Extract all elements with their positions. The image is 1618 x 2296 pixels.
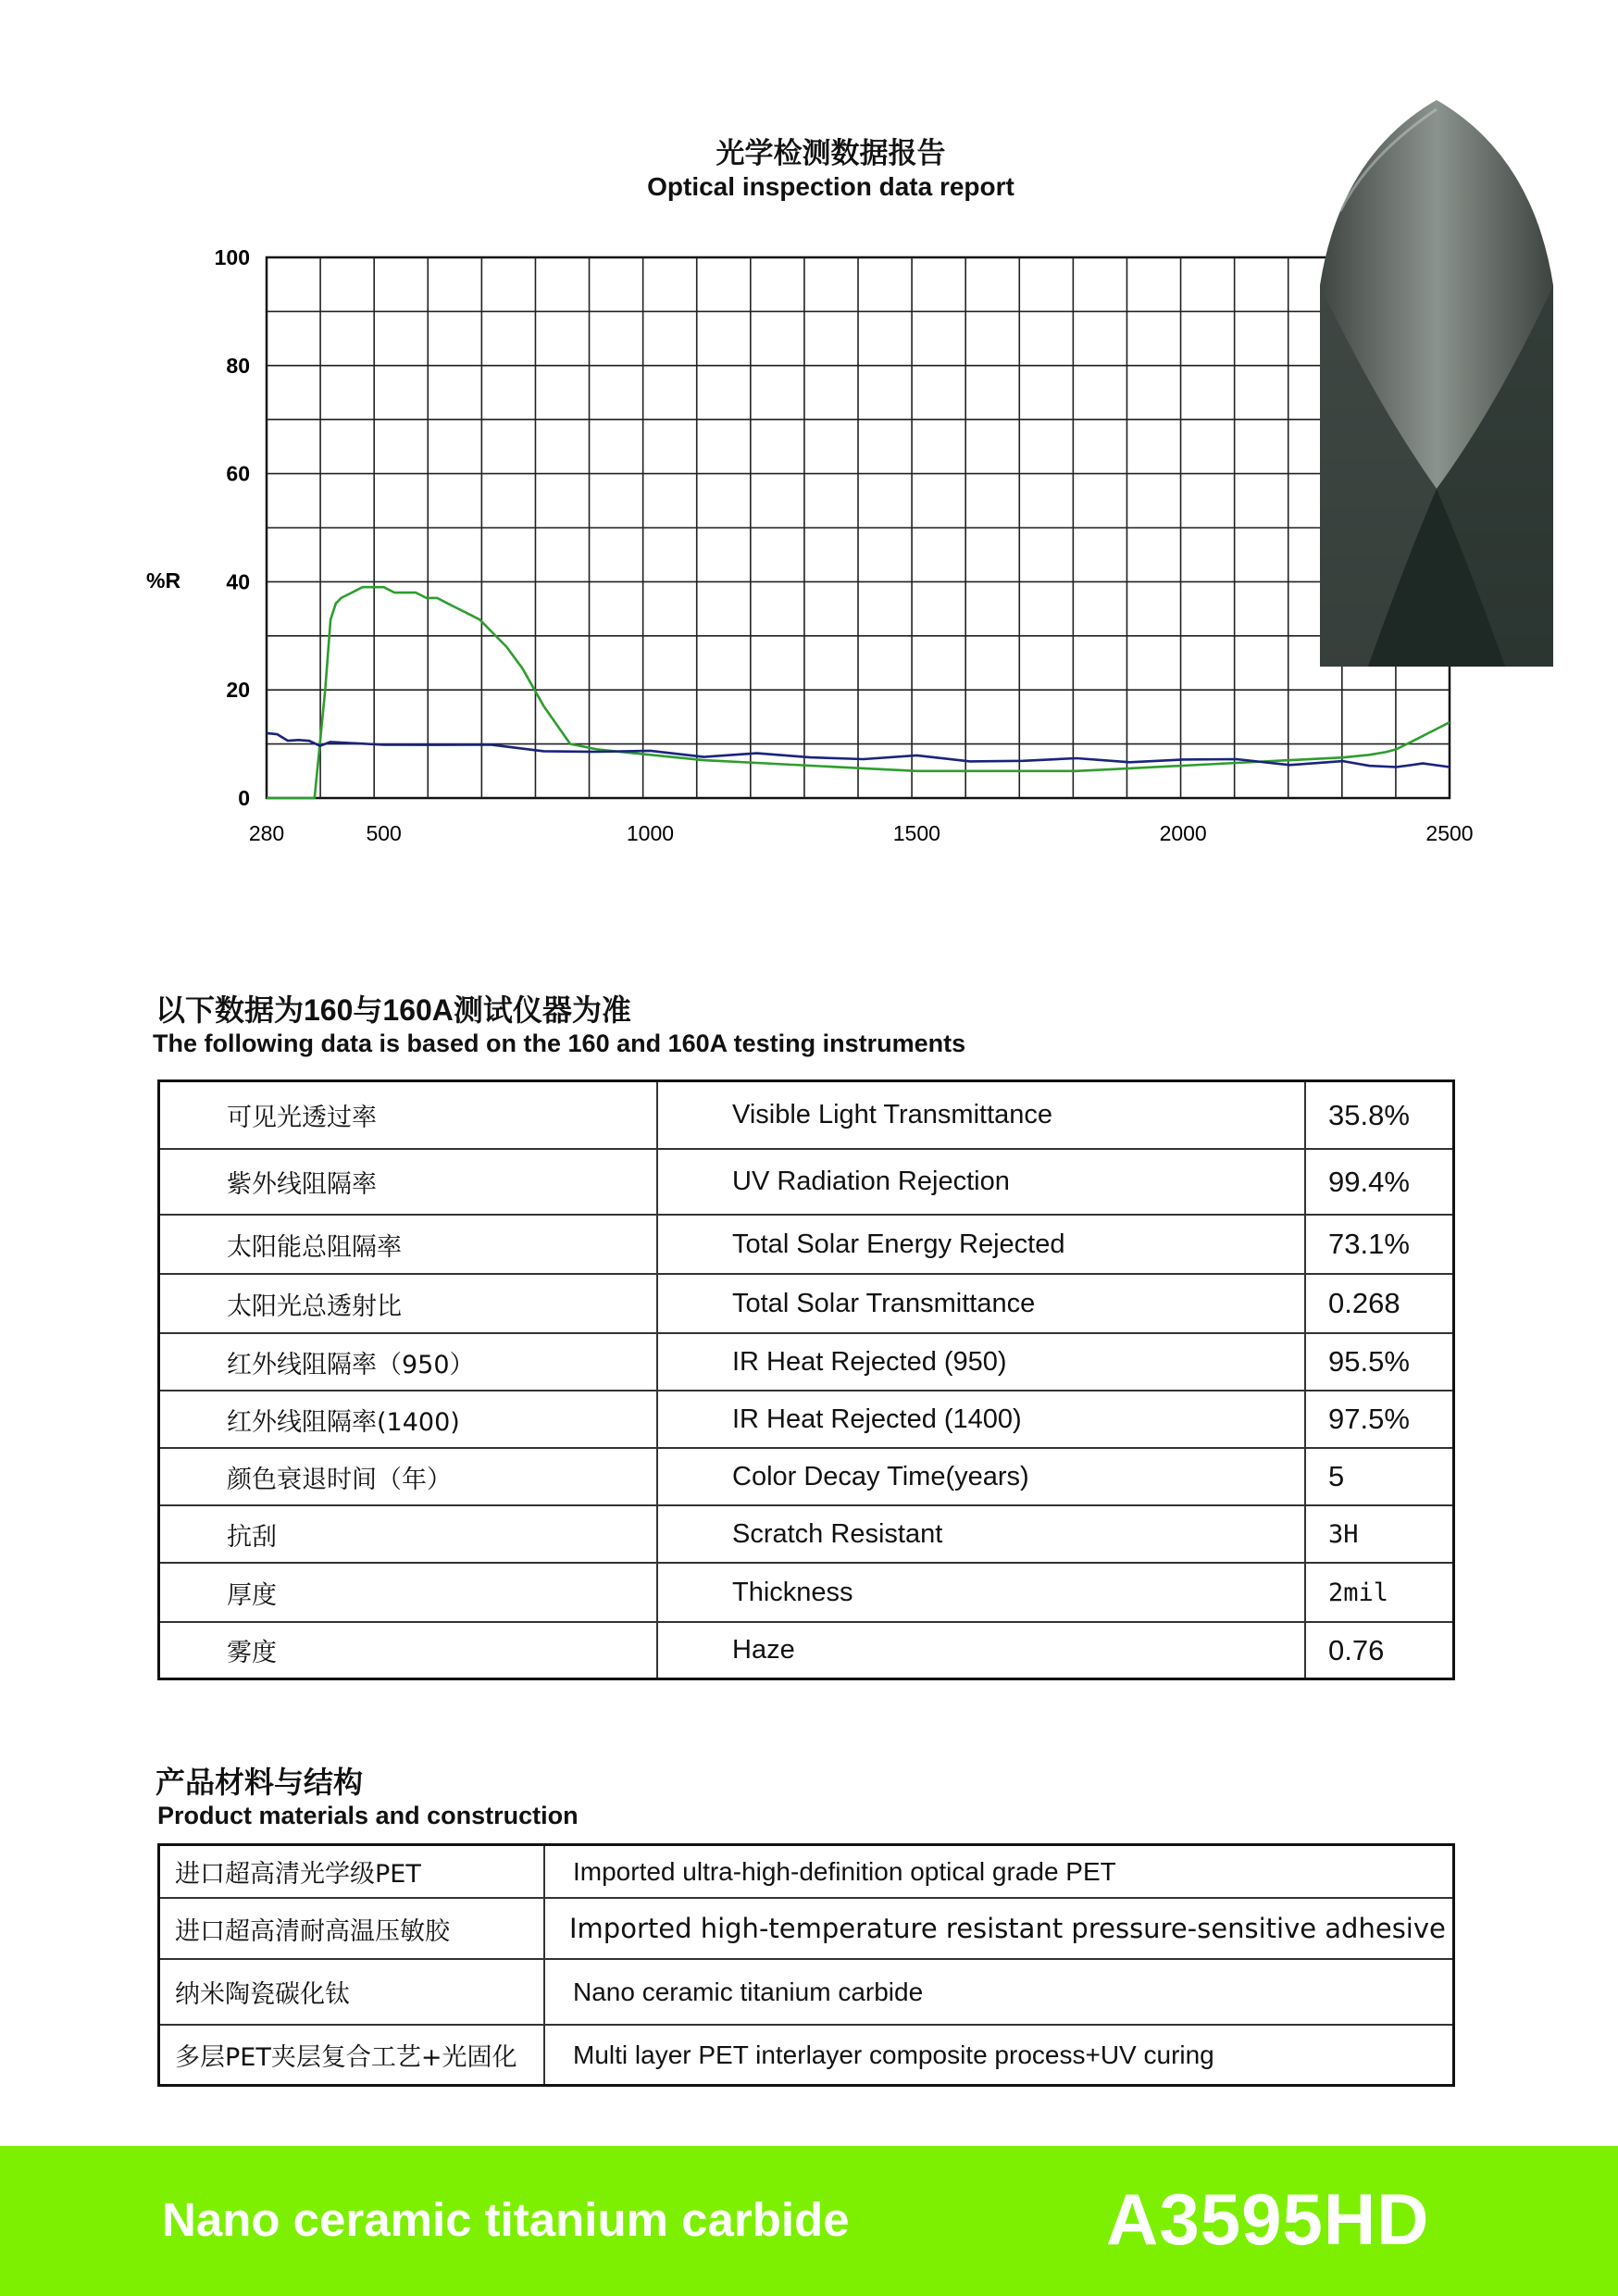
row-label-cn: 雾度: [160, 1623, 658, 1678]
row-label-cn: 太阳能总阻隔率: [160, 1216, 658, 1273]
row-label-cn: 红外线阻隔率（950）: [160, 1334, 658, 1390]
row-value: 0.76: [1328, 1633, 1385, 1666]
table-row: [160, 1506, 1452, 1564]
material-en: Multi layer PET interlayer composite process+UV curing: [573, 2040, 1214, 2069]
row-label-en: Total Solar Energy Rejected: [658, 1216, 1306, 1273]
chart-title-en: Optical inspection data report: [647, 172, 1014, 201]
table-row: [160, 2026, 1452, 2084]
material-cn: 多层PET夹层复合工艺+光固化: [160, 2026, 545, 2084]
materials-heading-cn: 产品材料与结构: [156, 1766, 364, 1799]
table-row: [160, 1960, 1452, 2026]
material-cn: 进口超高清耐高温压敏胶: [160, 1899, 545, 1958]
table-row: [160, 1564, 1452, 1623]
material-cn: 纳米陶瓷碳化钛: [160, 1960, 545, 2024]
row-value: 73.1%: [1328, 1228, 1410, 1260]
spec-table: [157, 1079, 1455, 1680]
x-tick-label: 280: [248, 821, 285, 845]
row-value: 2mil: [1328, 1578, 1389, 1607]
table-row: [160, 1275, 1452, 1334]
row-label-en: IR Heat Rejected (1400): [658, 1391, 1306, 1447]
row-value: 97.5%: [1328, 1403, 1410, 1435]
material-en: Imported high-temperature resistant pressure-sensitive adhesive: [569, 1913, 1446, 1944]
material-en: Imported ultra-high-definition optical grade PET: [573, 1856, 1116, 1886]
y-tick-label: 20: [226, 678, 250, 703]
row-value: 35.8%: [1328, 1098, 1410, 1131]
row-label-en: Visible Light Transmittance: [658, 1082, 1306, 1148]
row-label-cn: 红外线阻隔率(1400): [160, 1391, 658, 1447]
row-label-cn: 紫外线阻隔率: [160, 1150, 658, 1214]
table-row: [160, 1150, 1452, 1216]
banner-product-name: Nano ceramic titanium carbide: [162, 2193, 850, 2246]
banner-model-number: A3595HD: [1106, 2178, 1430, 2260]
table-row: [160, 1449, 1452, 1506]
row-value: 0.268: [1328, 1287, 1400, 1319]
table-row: [160, 1899, 1452, 1960]
x-tick-label: 2500: [1425, 821, 1474, 845]
row-label-en: UV Radiation Rejection: [658, 1150, 1306, 1214]
row-label-en: Color Decay Time(years): [658, 1449, 1306, 1504]
material-en: Nano ceramic titanium carbide: [573, 1977, 924, 2006]
film-sample-image: [1313, 100, 1561, 667]
table-row: [160, 1391, 1452, 1449]
table-row: [160, 1082, 1452, 1150]
x-tick-label: 1500: [892, 821, 940, 845]
y-axis-label: %R: [146, 568, 181, 593]
x-tick-label: 2000: [1159, 821, 1207, 845]
table-row: [160, 1846, 1452, 1899]
materials-heading-en: Product materials and construction: [157, 1802, 579, 1829]
row-label-cn: 抗刮: [160, 1506, 658, 1562]
material-cn: 进口超高清光学级PET: [160, 1846, 545, 1897]
row-label-cn: 可见光透过率: [160, 1082, 658, 1148]
row-value: 5: [1328, 1460, 1345, 1492]
chart-title-cn: 光学检测数据报告: [716, 137, 946, 169]
x-tick-label: 1000: [626, 821, 675, 845]
row-value: 95.5%: [1328, 1345, 1410, 1378]
row-label-en: IR Heat Rejected (950): [658, 1334, 1306, 1390]
y-tick-label: 0: [238, 786, 250, 810]
row-label-cn: 颜色衰退时间（年）: [160, 1449, 658, 1504]
row-label-cn: 太阳光总透射比: [160, 1275, 658, 1332]
x-tick-label: 500: [366, 821, 402, 845]
table-row: [160, 1623, 1452, 1678]
table-row: [160, 1216, 1452, 1275]
row-label-en: Thickness: [658, 1564, 1306, 1621]
y-tick-label: 60: [226, 461, 250, 486]
table-row: [160, 1334, 1452, 1391]
y-tick-label: 40: [226, 569, 250, 594]
row-label-cn: 厚度: [160, 1564, 658, 1621]
row-label-en: Total Solar Transmittance: [658, 1275, 1306, 1332]
row-value: 99.4%: [1328, 1165, 1410, 1198]
chart-grid: [267, 257, 1450, 798]
chart-ticks: [215, 245, 1474, 845]
y-tick-label: 80: [226, 353, 250, 378]
row-label-en: Haze: [658, 1623, 1306, 1678]
y-tick-label: 100: [214, 245, 250, 269]
data-heading-cn: 以下数据为160与160A测试仪器为准: [156, 993, 631, 1027]
row-value: 3H: [1328, 1519, 1359, 1549]
data-heading-en: The following data is based on the 160 and 160A testing instruments: [153, 1029, 966, 1057]
row-label-en: Scratch Resistant: [658, 1506, 1306, 1562]
materials-table: [157, 1843, 1455, 2087]
